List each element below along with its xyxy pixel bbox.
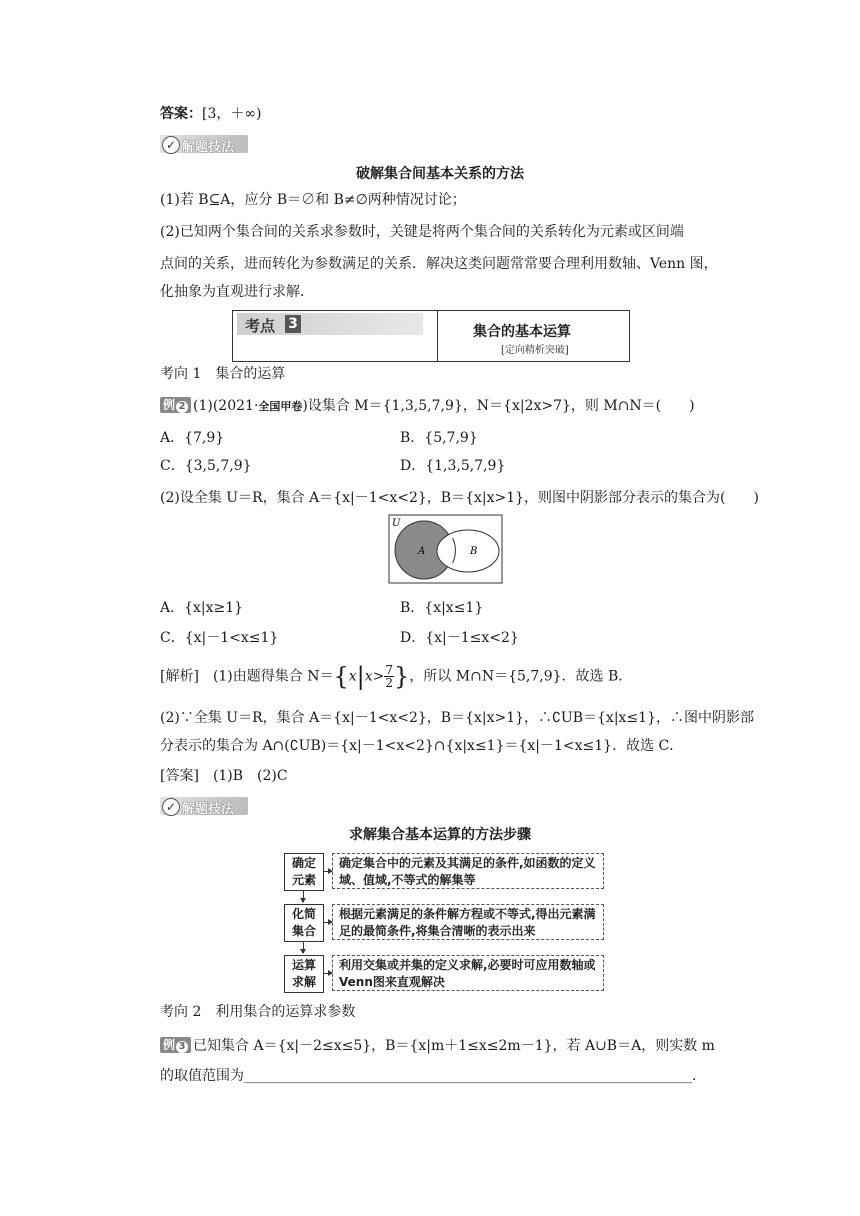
source-label: 全国甲卷 (258, 400, 303, 413)
flow-step-description: 确定集合中的元素及其满足的条件,如函数的定义域、值域,不等式的解集等 (332, 853, 604, 889)
flow-step-key: 化简 集合 (284, 904, 324, 942)
option-a-2: A．{x|x≥1} (160, 600, 244, 616)
analysis-line-1: [解析] (1)由题得集合 N＝{x|x> $\frac{7}{2}$ }，所以 M∩N＝{5,7,9}．故选 B． (160, 662, 633, 691)
option-d-1: D．{1,3,5,7,9} (400, 458, 506, 474)
badge-label: 解题技法 (182, 140, 235, 155)
badge-label: 解题技法 (182, 802, 235, 817)
check-icon: ✓ (162, 798, 180, 816)
option-d-2: D．{x|－1≤x<2} (400, 630, 519, 646)
fraction: $\frac{7}{2}$ (385, 663, 394, 690)
exam-point-header (232, 310, 630, 362)
flow-step-description: 利用交集或并集的定义求解,必要时可应用数轴或Venn图来直观解决 (332, 955, 604, 991)
example-2-question-1: 例 2 (1)(2021·全国甲卷)设集合 M＝{1,3,5,7,9}，N＝{x|2x>7}，则 M∩N＝( ) (160, 396, 695, 417)
example-2-question-2: (2)设全集 U＝R，集合 A＝{x|－1<x<2}，B＝{x|x>1}，则图中阴影部分表示的集合为( ) (160, 490, 759, 506)
arrow-down-icon (303, 942, 304, 953)
set-b-label: B (470, 546, 478, 557)
analysis-line-3: 分表示的集合为 A∩(∁UB)＝{x|－1<x<2}∩{x|x≤1}＝{x|－1<x≤1}．故选 C． (160, 738, 684, 754)
method-paragraph-2-line-2: 点间的关系，进而转化为参数满足的关系．解决这类问题常常要合理利用数轴、Venn 图， (160, 256, 718, 272)
arrow-right-icon (323, 922, 332, 923)
option-c-1: C．{3,5,7,9} (160, 458, 252, 474)
arrow-right-icon (323, 871, 332, 872)
flow-step-key: 确定 元素 (284, 853, 324, 891)
example-3-line-2: 的取值范围为________________________________________________________________． (160, 1068, 706, 1084)
answer-line (160, 104, 262, 124)
option-b-1: B．{5,7,9} (400, 430, 478, 446)
exam-point-tag (237, 313, 423, 335)
analysis-line-2: (2)∵全集 U＝R，集合 A＝{x|－1<x<2}，B＝{x|x>1}，∴∁UB＝{x|x≤1}，∴图中阴影部 (160, 710, 754, 726)
set-a-label: A (418, 546, 426, 557)
answer-label: 答案： (160, 106, 202, 122)
answer-2-value: (1)B (2)C (212, 768, 288, 784)
arrow-down-icon (303, 891, 304, 902)
flow-step-key: 运算 求解 (284, 955, 324, 993)
example-badge: 例 2 (160, 397, 191, 413)
universe-label: U (392, 518, 401, 529)
option-a-1: A．{7,9} (160, 430, 225, 446)
option-b-2: B．{x|x≤1} (400, 600, 484, 616)
method-2-title: 求解集合基本运算的方法步骤 (349, 827, 531, 843)
exam-point-label: 考点 (245, 317, 276, 335)
exam-point-tag-cell (233, 311, 438, 361)
answer-2-label: [答案] (160, 768, 199, 784)
analysis-label: [解析] (160, 668, 199, 685)
method-title: 破解集合间基本关系的方法 (356, 166, 524, 182)
example-3-line-1: 例 3 已知集合 A＝{x|－2≤x≤5}，B＝{x|m＋1≤x≤2m－1}，若 A∪B＝A，则实数 m (160, 1036, 715, 1056)
arrow-right-icon (323, 973, 332, 974)
exam-point-title: 集合的基本运算 (473, 324, 571, 340)
topic-2-heading: 考向 2 利用集合的运算求参数 (160, 1004, 356, 1020)
topic-1-heading: 考向 1 集合的运算 (160, 366, 286, 382)
example-badge: 例 3 (160, 1037, 191, 1053)
option-c-2: C．{x|－1<x≤1} (160, 630, 279, 646)
method-paragraph-2-line-3: 化抽象为直观进行求解． (160, 284, 314, 300)
check-icon: ✓ (162, 136, 180, 154)
answer-value: [3，＋∞) (202, 106, 262, 122)
solving-technique-badge-2 (160, 796, 252, 816)
answer-2 (160, 766, 288, 786)
venn-diagram (388, 514, 504, 584)
method-paragraph-2-line-1: (2)已知两个集合间的关系求参数时，关键是将两个集合间的关系转化为元素或区间端 (160, 224, 684, 240)
flow-step-description: 根据元素满足的条件解方程或不等式,得出元素满足的最简条件,将集合清晰的表示出来 (332, 904, 604, 940)
method-paragraph-1: (1)若 B⊆A，应分 B＝∅和 B≠∅两种情况讨论； (160, 192, 466, 208)
set-b-ellipse (437, 530, 499, 572)
exam-point-number: 3 (285, 315, 301, 333)
exam-point-subtitle: [定向精析突破] (501, 345, 569, 356)
solving-technique-badge (160, 134, 252, 154)
